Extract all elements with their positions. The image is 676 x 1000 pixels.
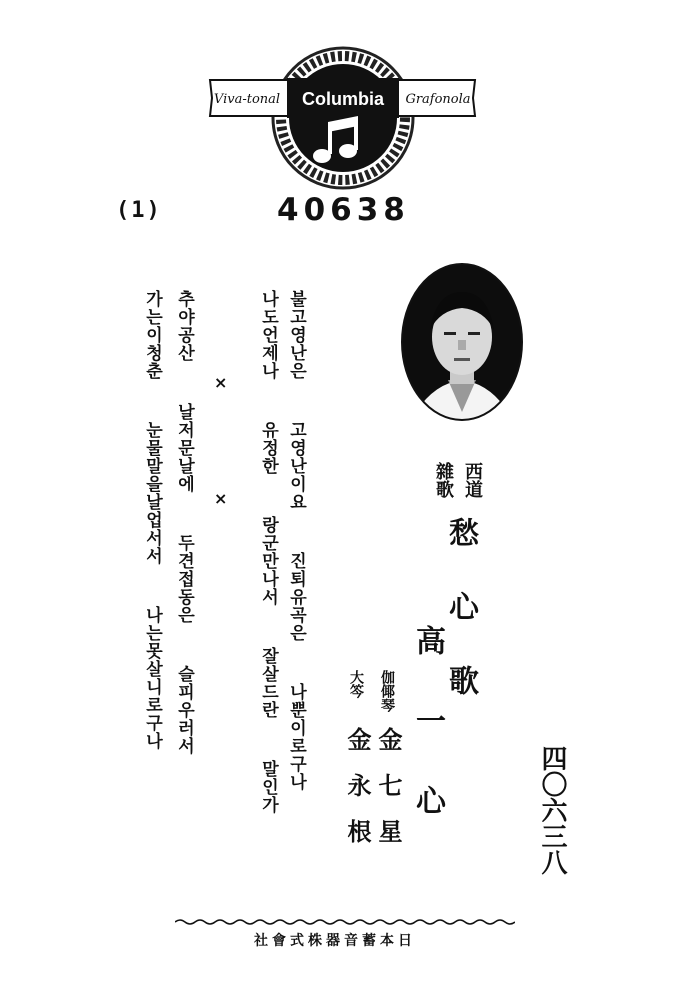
verse-separator: × [214,373,228,392]
accompanist-2-name: 金永根 [343,727,372,865]
logo-right-text: Grafonola [405,92,471,107]
singer-portrait [400,262,524,422]
lyric-segment: 나는못살니로구나 [142,606,162,750]
lyric-segment: 말인가 [258,760,278,814]
lyric-line-2 [256,290,281,834]
lyric-segment: 고영난이요 [286,421,306,511]
lyric-line-3 [172,290,197,775]
lyric-segment: 나도언제나 [258,290,278,380]
logo-left-text: Viva-tonal [213,92,281,107]
accompanist-2-role: 大笒 [348,670,364,698]
catalog-number-cjk: 四〇六三八 [537,745,567,875]
logo-center-text: Columbia [301,89,385,109]
accompanist-1-role: 伽倻琴 [379,670,395,712]
genre-line-b: 雜歌 [433,462,454,498]
lyric-segment: 유정한 [258,421,278,475]
song-title: 愁心歌 [443,517,478,739]
lyric-segment: 슬피우러서 [174,665,194,755]
lyric-segment: 눈물말을날업서서 [142,421,162,565]
singer-name: 高一心 [410,625,445,865]
genre-line-a: 西道 [462,462,483,498]
lyric-segment: 나뿐이로구나 [286,683,306,791]
lyric-line-1 [284,290,309,811]
lyric-segment: 가는이청춘 [142,290,162,380]
verse-separator: × [214,489,228,508]
side-number: (1) [116,198,162,223]
lyric-segment: 불고영난은 [286,290,306,380]
columbia-logo [205,40,480,200]
lyric-segment: 랑군만나서 [258,516,278,606]
footer-wavy-rule [175,917,515,927]
lyric-segment: 날저문날에 [174,403,194,493]
lyric-segment: 추야공산 [174,290,194,362]
lyric-segment: 두견접동은 [174,534,194,624]
accompanist-1-name: 金七星 [374,727,403,865]
company-name: 社會式株器音蓄本日 [254,933,416,949]
lyric-segment: 잘살드란 [258,647,278,719]
lyric-segment: 진퇴유곡은 [286,552,306,642]
lyric-line-4 [140,290,165,770]
catalog-number: 40638 [277,192,410,228]
